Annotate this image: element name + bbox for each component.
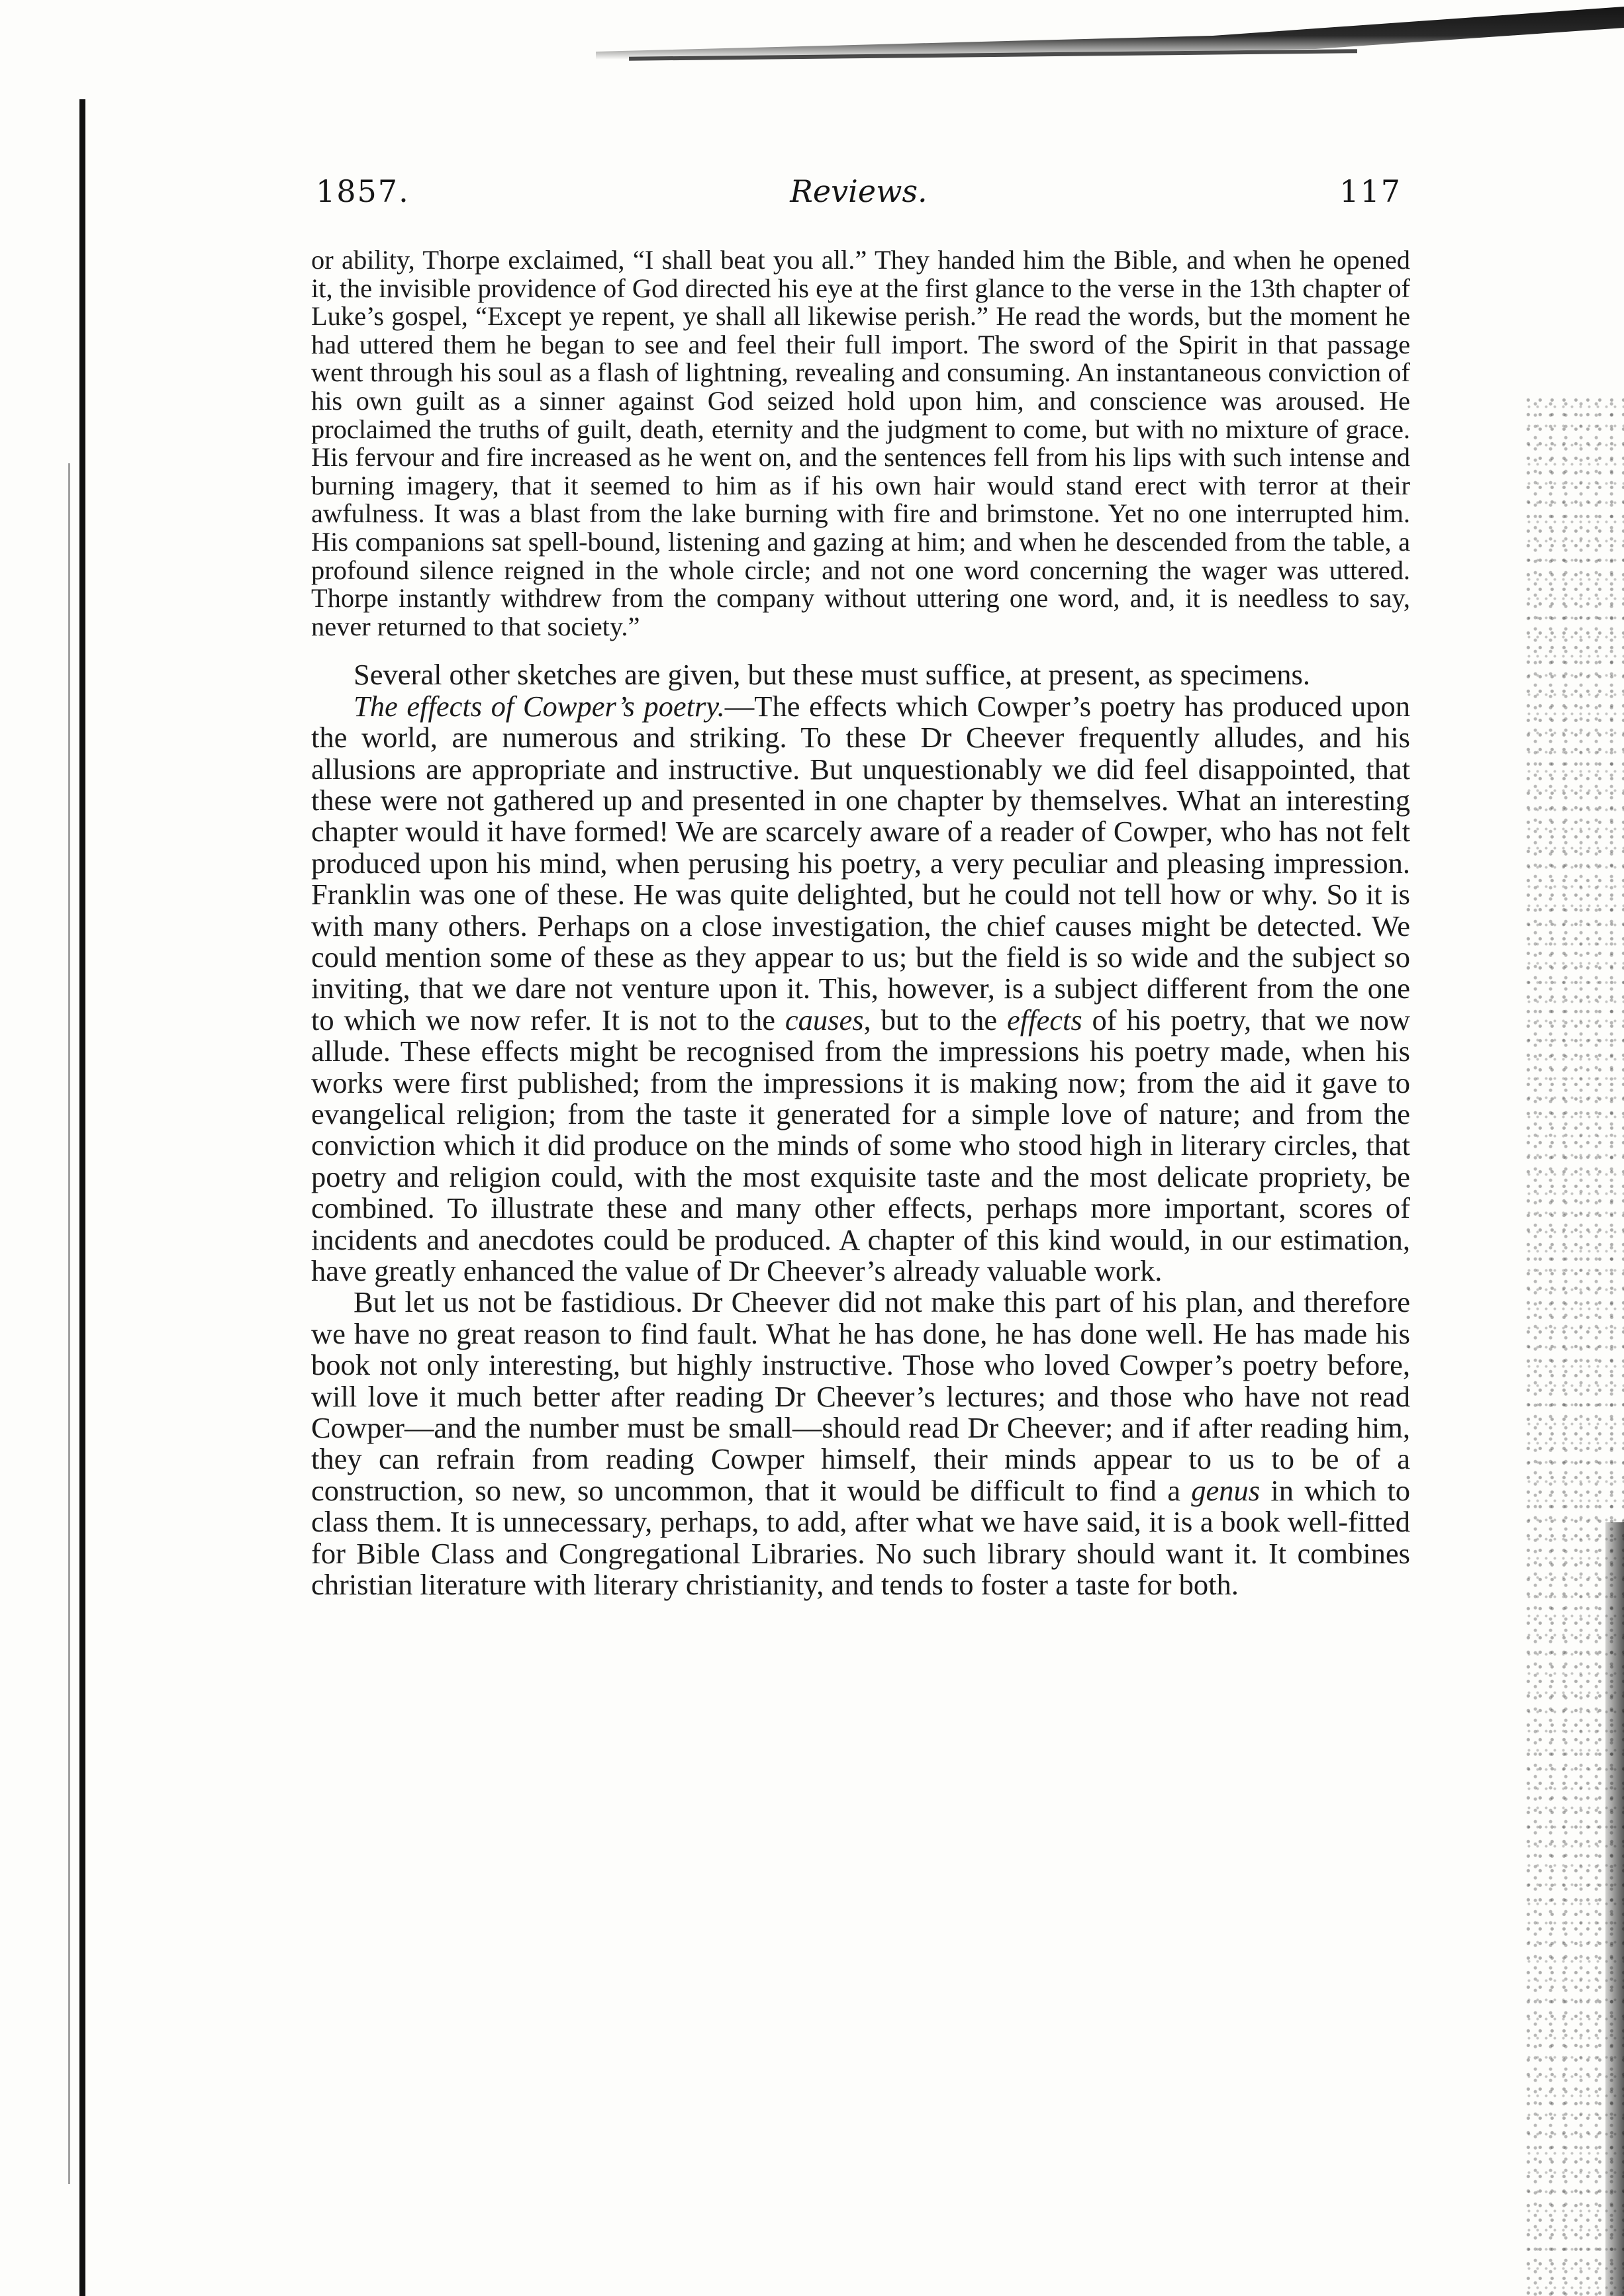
header-section-title: Reviews. bbox=[790, 173, 928, 209]
paragraph-text: , but to the bbox=[863, 1003, 1007, 1036]
review-text bbox=[311, 659, 1410, 1600]
scan-artifact-right-edge bbox=[1605, 1522, 1624, 2296]
emphasis-effects: effects bbox=[1006, 1003, 1082, 1036]
paragraph-conclusion bbox=[311, 1287, 1410, 1600]
page-body bbox=[311, 246, 1410, 1601]
paragraph-text: But let us not be fastidious. Dr Cheever did not make this part of his plan, and therefore we have no great reason to find fault. What he has done, he has done well. He has made his book not only interesting, but highly instructive. Those who loved Cowper’s poetry before, will love it much better after reading Dr Cheever’s lectures; and those who have not read Cowper—and the number must be small—should read Dr Cheever; and if after reading him, they can refrain from reading Cowper himself, their minds appear to us to be of a construction, so new, so uncommon, that it would be difficult to find a bbox=[311, 1285, 1410, 1507]
running-header bbox=[316, 173, 1402, 220]
paragraph-text: —The effects which Cowper’s poetry has produced upon the world, are numerous and striking. To these Dr Cheever frequently alludes, and his allusions are appropriate and instructive. But unquestionably we did feel disappointed, that these were not gathered up and presented in one chapter by themselves. What an interesting chapter would it have formed! We are scarcely aware of a reader of Cowper, who has not felt produced upon his mind, when perusing his poetry, a very peculiar and pleasing impression. Franklin was one of these. He was quite delighted, but he could not tell how or why. So it is with many others. Perhaps on a close investigation, the chief causes might be detected. We could mention some of these as they appear to us; but the field is so wide and the subject so inviting, that we dare not venture upon it. This, however, is a subject different from the one to which we now refer. It is not to the bbox=[311, 689, 1410, 1036]
quoted-paragraph: or ability, Thorpe exclaimed, “I shall beat you all.” They handed him the Bible, and when he opened it, the invisible providence of God directed his eye at the first glance to the verse in the 13th chapter of Luke’s gospel, “Except ye repent, ye shall all likewise perish.” He read the words, but the moment he had uttered them he began to see and feel their full import. The sword of the Spirit in that passage went through his soul as a flash of lightning, revealing and consuming. An instantaneous conviction of his own guilt as a sinner against God seized hold upon him, and conscience was aroused. He proclaimed the truths of guilt, death, eternity and the judgment to come, but with no mixture of grace. His fervour and fire increased as he went on, and the sentences fell from his lips with such intense and burning imagery, that it seemed to him as if his own hair would stand erect with terror at their awfulness. It was a blast from the lake burning with fire and brimstone. Yet no one interrupted him. His companions sat spell-bound, listening and gazing at him; and when he descended from the table, a profound silence reigned in the whole circle; and not one word concerning the wager was uttered. Thorpe instantly withdrew from the company without uttering one word, and, it is needless to say, never returned to that society.” bbox=[311, 245, 1410, 641]
paragraph-heading: The effects of Cowper’s poetry. bbox=[354, 689, 725, 723]
emphasis-genus: genus bbox=[1191, 1473, 1261, 1507]
paragraph-cowper-effects bbox=[311, 691, 1410, 1287]
paragraph-text: in which to class them. It is unnecessary, perhaps, to add, after what we have said, it is a book well-fitted for Bible Class and Congregational Libraries. No such library should want it. It combines christian literature with literary christianity, and tends to foster a taste for both. bbox=[311, 1473, 1410, 1602]
paragraph-text: of his poetry, that we now allude. These effects might be recognised from the impressions his poetry made, when his works were first published; from the impressions it is making now; from the aid it gave to evangelical religion; from the taste it generated for a simple love of nature; and from the conviction which it did produce on the minds of some who stood high in literary circles, that poetry and religion could, with the most exquisite taste and the most delicate propriety, be combined. To illustrate these and many other effects, perhaps more important, scores of incidents and anecdotes could be produced. A chapter of this kind would, in our estimation, have greatly enhanced the value of Dr Cheever’s already valuable work. bbox=[311, 1003, 1411, 1288]
header-year: 1857. bbox=[316, 173, 410, 209]
emphasis-causes: causes bbox=[785, 1003, 864, 1036]
quoted-excerpt bbox=[311, 246, 1410, 641]
header-page-number: 117 bbox=[1339, 173, 1402, 209]
scan-artifact-binding-line bbox=[79, 99, 85, 2296]
paragraph-specimens: Several other sketches are given, but these must suffice, at present, as specimens. bbox=[354, 658, 1310, 692]
scan-artifact-binding-shadow bbox=[68, 463, 70, 2184]
